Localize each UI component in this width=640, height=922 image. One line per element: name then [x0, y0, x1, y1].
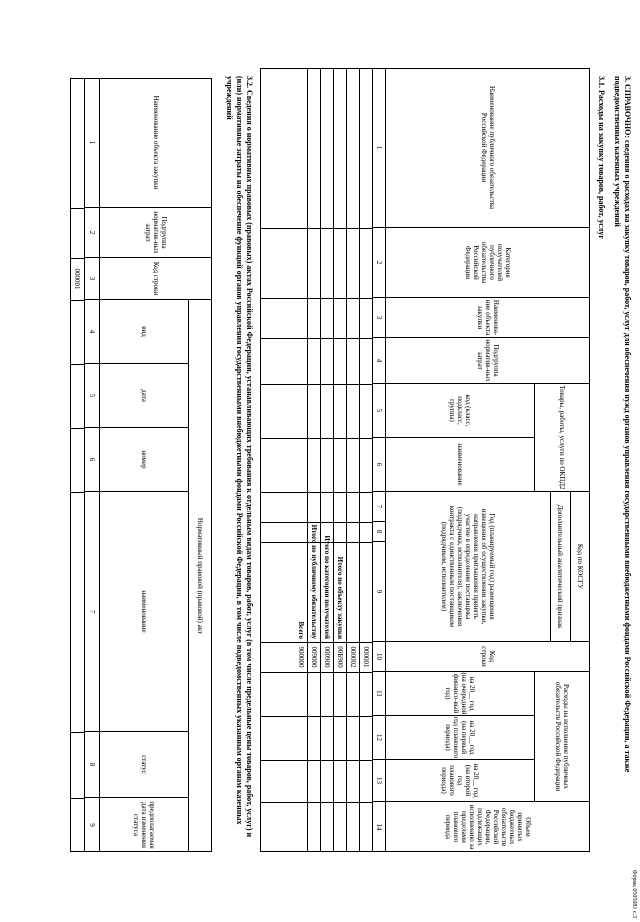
sum-object-label: Итого по объекту закупки	[336, 556, 344, 639]
row-code-header: Код строки	[386, 642, 590, 672]
divider	[70, 428, 85, 429]
num-6: 6	[373, 438, 385, 492]
analytic-header: Дополнительный аналитический признак	[550, 492, 570, 642]
num-7: 7	[85, 492, 99, 732]
num-10: 10	[373, 642, 385, 672]
divider	[346, 68, 347, 852]
col-object-header: Наименова-ние объекта закупки	[386, 298, 590, 338]
divider	[385, 68, 386, 852]
divider	[70, 208, 85, 209]
form-code: Форма 0505081 с.3	[631, 869, 637, 918]
col-name-header: наименование	[100, 492, 188, 732]
num-4: 4	[85, 300, 99, 364]
heading-3-2: 3.2. Сведения о нормативных правовых (правовых) актах Российской Федерации, устанавливающих требования к отдельным видам товаров, работ, услуг (в том числе предельные цены товаров, работ, услуг) и (или) нормативные затраты на обеспечение функций органов управления государственными внебюджетными фондами Российской Федерации, в том числе подведомственных указанным органам казенных учреждений	[225, 76, 254, 838]
num-8: 8	[85, 732, 99, 798]
divider	[260, 760, 373, 761]
row-code: 000001	[362, 646, 370, 668]
col-year-first-header: на 20__ год (на первый год планового периода)	[386, 716, 534, 760]
col-kind-header: вид	[100, 300, 188, 364]
divider	[260, 672, 373, 673]
divider	[70, 300, 85, 301]
num-11: 11	[373, 672, 385, 716]
heading-3-1: 3.1. Расходы на закупку товаров, работ, услуг	[597, 76, 606, 240]
col-beyond-header: Объем принятых бюджетных обязательств Российской Федерации, подлежащих исполнению за пределами планового периода	[444, 804, 532, 850]
col-year-current-header: на 20__ год (на очередной финансо-вый год)	[386, 672, 534, 716]
num-5: 5	[85, 364, 99, 428]
divider	[70, 492, 85, 493]
col-subgroup-header: Подгруппа норматив-ных затрат	[100, 208, 212, 258]
col-subgroup-header: Подгруппа норматив-ных затрат	[386, 338, 590, 384]
divider	[260, 228, 373, 229]
divider	[260, 802, 373, 803]
kosgu-header: Код по КОСГУ	[570, 492, 590, 642]
col-object-header: Наименование объекта закупки	[100, 78, 212, 208]
col-category-header: Категория получателей публичного обязательства Российской Федерации	[386, 228, 590, 298]
num-7: 7	[373, 492, 385, 522]
num-2: 2	[373, 228, 385, 298]
num-3: 3	[85, 258, 99, 300]
total-label: Всего	[297, 621, 305, 639]
divider	[70, 798, 85, 799]
row-code: 000002	[349, 646, 357, 668]
num-3: 3	[373, 298, 385, 338]
num-8: 8	[373, 522, 385, 542]
divider	[70, 732, 85, 733]
divider	[260, 298, 373, 299]
heading-section-3: 3. СПРАВОЧНО: сведения о расходах на закупку товаров, работ, услуг для обеспечения нужд органов управления государственными внебюджетными фондами Российской Федерации, а также подведомственных казенных учреждений	[613, 76, 632, 773]
sum-object-code: 00Б900	[336, 646, 344, 668]
num-6: 6	[85, 428, 99, 492]
divider	[359, 68, 360, 852]
col-date-header: дата	[100, 364, 188, 428]
sum-category-label: Итого по категории получателей	[323, 535, 331, 639]
num-12: 12	[373, 716, 385, 760]
divider	[320, 68, 321, 852]
year-header: Год (планируемый год) размещения извещения об осуществлении закупки, направления приглашения принять участие в определении поставщика (подрядчика, исполнителя), заключения контракта с единственным поставщиком (подрядчиком, исполнителем)	[386, 492, 550, 642]
col-status-header: статус	[100, 732, 188, 798]
okpd-header: Товары, работы, услуги по ОКПД2	[534, 384, 590, 492]
divider	[333, 68, 334, 852]
num-1: 1	[373, 68, 385, 228]
acts-table	[70, 78, 212, 852]
divider	[70, 364, 85, 365]
divider	[260, 338, 373, 339]
divider	[260, 384, 373, 385]
num-4: 4	[373, 338, 385, 384]
num-1: 1	[85, 78, 99, 208]
row-code: 000001	[73, 268, 81, 290]
num-9: 9	[373, 542, 385, 642]
col-okpd-name-header: наименование	[386, 438, 534, 492]
col-okpd-code-header: код (класс, подкласс, группа)	[386, 384, 534, 438]
num-9: 9	[88, 823, 96, 827]
col-obligation-header: Наименование публичного обязательства Российской Федерации	[386, 68, 590, 228]
col-number-header: номер	[100, 428, 188, 492]
act-header: Нормативный правовой (правовой) акт	[188, 300, 212, 852]
divider	[372, 68, 373, 852]
divider	[84, 78, 85, 852]
sum-category-code: 000900	[323, 646, 331, 668]
expenses-table	[260, 68, 590, 852]
sum-obligation-label: Итого по публичному обязательству	[310, 524, 318, 639]
expenses-header: Расходы на исполнение публичных обязательств Российской Федерации	[534, 672, 590, 802]
sum-obligation-code: 009000	[310, 646, 318, 668]
num-13: 13	[373, 760, 385, 802]
num-2: 2	[85, 208, 99, 258]
col-year-second-header: на 20__ год (на второй год планового периода)	[386, 760, 534, 802]
divider	[99, 78, 100, 852]
col-row-code-header: Код строки	[100, 258, 212, 300]
num-5: 5	[373, 384, 385, 438]
divider	[260, 716, 373, 717]
total-code: 900000	[297, 646, 305, 668]
col-status-date-header: предполагаемая дата изменения статуса	[132, 801, 156, 849]
num-14: 14	[375, 823, 383, 831]
